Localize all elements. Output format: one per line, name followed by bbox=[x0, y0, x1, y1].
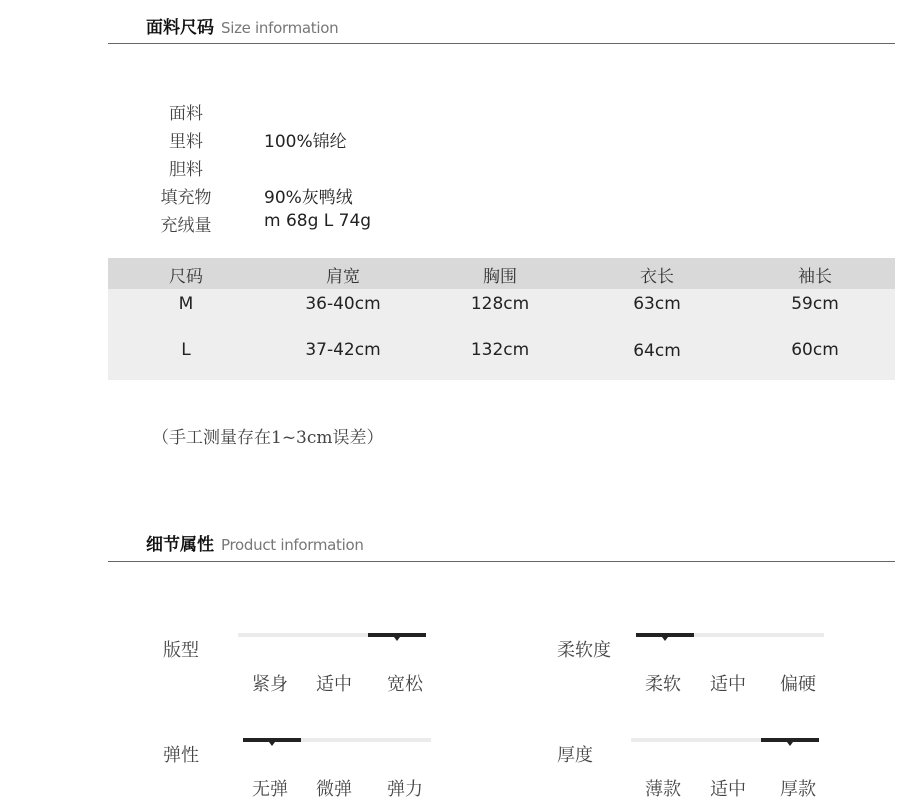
material-value-filling: 90%灰鸭绒 bbox=[264, 188, 353, 208]
measurement-note: （手工测量存在1~3cm误差） bbox=[152, 428, 384, 448]
table-cell-size-l: L bbox=[181, 340, 191, 360]
table-cell-length-l: 64cm bbox=[633, 341, 681, 361]
attr-fit-option-3: 宽松 bbox=[387, 674, 423, 695]
attr-elasticity-option-1: 无弹 bbox=[252, 779, 288, 800]
attr-softness-option-3: 偏硬 bbox=[780, 674, 816, 695]
size-section-subtitle: Size information bbox=[221, 19, 339, 37]
table-cell-sleeve-l: 60cm bbox=[791, 340, 839, 360]
attr-elasticity-option-2: 微弹 bbox=[316, 779, 352, 800]
attr-label-thickness: 厚度 bbox=[557, 745, 593, 766]
attr-indicator-elasticity bbox=[243, 738, 301, 742]
attr-elasticity-option-3: 弹力 bbox=[387, 779, 423, 800]
header-chest: 胸围 bbox=[483, 267, 517, 287]
attr-indicator-fit bbox=[368, 633, 426, 637]
material-label-filling: 填充物 bbox=[160, 188, 212, 208]
lining-value: 100%锦纶 bbox=[264, 132, 347, 152]
attr-indicator-softness bbox=[636, 633, 694, 637]
header-sleeve: 袖长 bbox=[798, 267, 832, 287]
attr-fit-option-1: 紧身 bbox=[252, 674, 288, 695]
size-section-divider bbox=[108, 43, 895, 44]
attr-thickness-option-2: 适中 bbox=[710, 779, 746, 800]
material-value-fill-weight: m 68g L 74g bbox=[264, 211, 372, 231]
header-length: 衣长 bbox=[640, 267, 674, 287]
attr-softness-option-1: 柔软 bbox=[645, 674, 681, 695]
attr-label-fit: 版型 bbox=[163, 640, 199, 661]
detail-section-title-cn: 细节属性 bbox=[146, 535, 214, 555]
attr-thickness-option-1: 薄款 bbox=[645, 779, 681, 800]
table-cell-chest-l: 132cm bbox=[470, 340, 530, 360]
material-label-fill-weight: 充绒量 bbox=[160, 216, 212, 236]
material-label-shell: 面料 bbox=[169, 104, 203, 124]
table-cell-shoulder-m: 36-40cm bbox=[305, 294, 381, 314]
attr-fit-option-2: 适中 bbox=[316, 674, 352, 695]
material-label-inner: 胆料 bbox=[169, 160, 203, 180]
material-value-lining bbox=[264, 127, 347, 152]
header-size: 尺码 bbox=[169, 267, 203, 287]
detail-section-title bbox=[146, 530, 364, 555]
size-section-title-cn: 面料尺码 bbox=[146, 18, 214, 38]
table-cell-length-m: 63cm bbox=[633, 294, 681, 314]
detail-section-divider bbox=[108, 561, 895, 562]
attr-thickness-option-3: 厚款 bbox=[780, 779, 816, 800]
attr-label-softness: 柔软度 bbox=[557, 640, 611, 661]
attr-label-elasticity: 弹性 bbox=[163, 745, 199, 766]
attr-indicator-thickness bbox=[761, 738, 819, 742]
table-cell-sleeve-m: 59cm bbox=[791, 294, 839, 314]
material-label-lining: 里料 bbox=[169, 132, 203, 152]
table-cell-size-m: M bbox=[178, 294, 194, 314]
detail-section-subtitle: Product information bbox=[221, 536, 364, 554]
table-cell-shoulder-l: 37-42cm bbox=[305, 340, 381, 360]
table-cell-chest-m: 128cm bbox=[470, 294, 530, 314]
size-section-title bbox=[146, 13, 338, 38]
attr-softness-option-2: 适中 bbox=[710, 674, 746, 695]
header-shoulder: 肩宽 bbox=[326, 267, 360, 287]
